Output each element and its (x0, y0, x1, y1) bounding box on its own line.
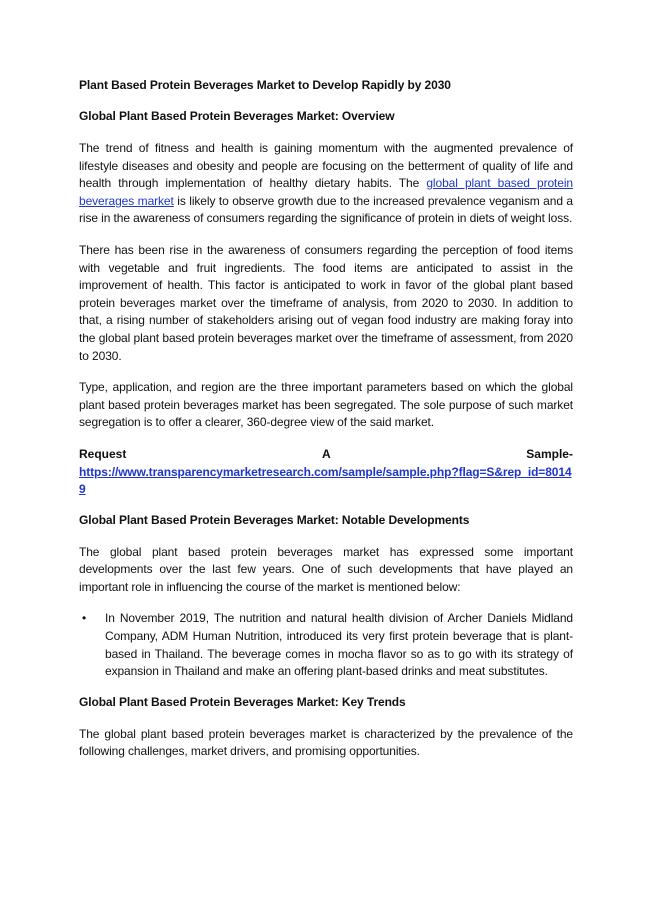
list-item (79, 610, 573, 680)
bullet-icon: • (82, 611, 87, 626)
overview-heading: Global Plant Based Protein Beverages Market: Overview (79, 109, 395, 123)
overview-paragraph-3: Type, application, and region are the three important parameters based on which the global plant based protein beverages market has been segregated. The sole purpose of such market segregation is to offer a clearer, 360-degree view of the said market. (79, 380, 573, 430)
document-body (79, 78, 573, 775)
request-sample-label (79, 446, 573, 464)
developments-heading: Global Plant Based Protein Beverages Market: Notable Developments (79, 512, 470, 527)
key-trends-heading: Global Plant Based Protein Beverages Market: Key Trends (79, 694, 406, 709)
overview-paragraph-2: There has been rise in the awareness of consumers regarding the perception of food items with vegetable and fruit ingredients. The food items are anticipated to assist in the improvement of health. This factor is anticipated to work in favor of the global plant based protein beverages market over the timeframe of analysis, from 2020 to 2030. In addition to that, a rising number of stakeholders arising out of vegan food industry are making foray into the global plant based protein beverages market over the timeframe of assessment, from 2020 to 2030. (79, 242, 573, 363)
developments-intro: The global plant based protein beverages market has expressed some important developments over the last few years. One of such developments that have played an important role in influencing the course of the market is mentioned below: (79, 544, 573, 594)
market-report-link[interactable]: global plant based protein beverages market (79, 176, 573, 208)
overview-paragraph-1 (79, 140, 573, 228)
bullet-text: In November 2019, The nutrition and natural health division of Archer Daniels Midland Company, ADM Human Nutrition, introduced its very first protein beverage that is plant-based in Thailand. The beverage comes in mocha flavor so as to go with its strategy of expansion in Thailand and make an offering plant-based drinks and meat substitutes. (105, 611, 573, 679)
document-title: Plant Based Protein Beverages Market to Develop Rapidly by 2030 (79, 78, 451, 92)
key-trends-paragraph: The global plant based protein beverages market is characterized by the prevalence of the following challenges, market drivers, and promising opportunities. (79, 726, 573, 759)
overview-p1-text-after: is likely to observe growth due to the increased prevalence veganism and a rise in the awareness of consumers regarding the significance of protein in diets of weight loss. (79, 193, 573, 226)
sample-word: Sample- (526, 446, 573, 461)
request-word: Request (79, 446, 127, 461)
overview-p1-text-before: The trend of fitness and health is gaining momentum with the augmented prevalence of lifestyle diseases and obesity and people are focusing on the betterment of quality of life and health through implementation of healthy dietary habits. The (79, 141, 573, 191)
a-word: A (321, 446, 331, 461)
sample-request-link[interactable]: https://www.transparencymarketresearch.com/sample/sample.php?flag=S&rep_id=80149 (79, 464, 572, 497)
